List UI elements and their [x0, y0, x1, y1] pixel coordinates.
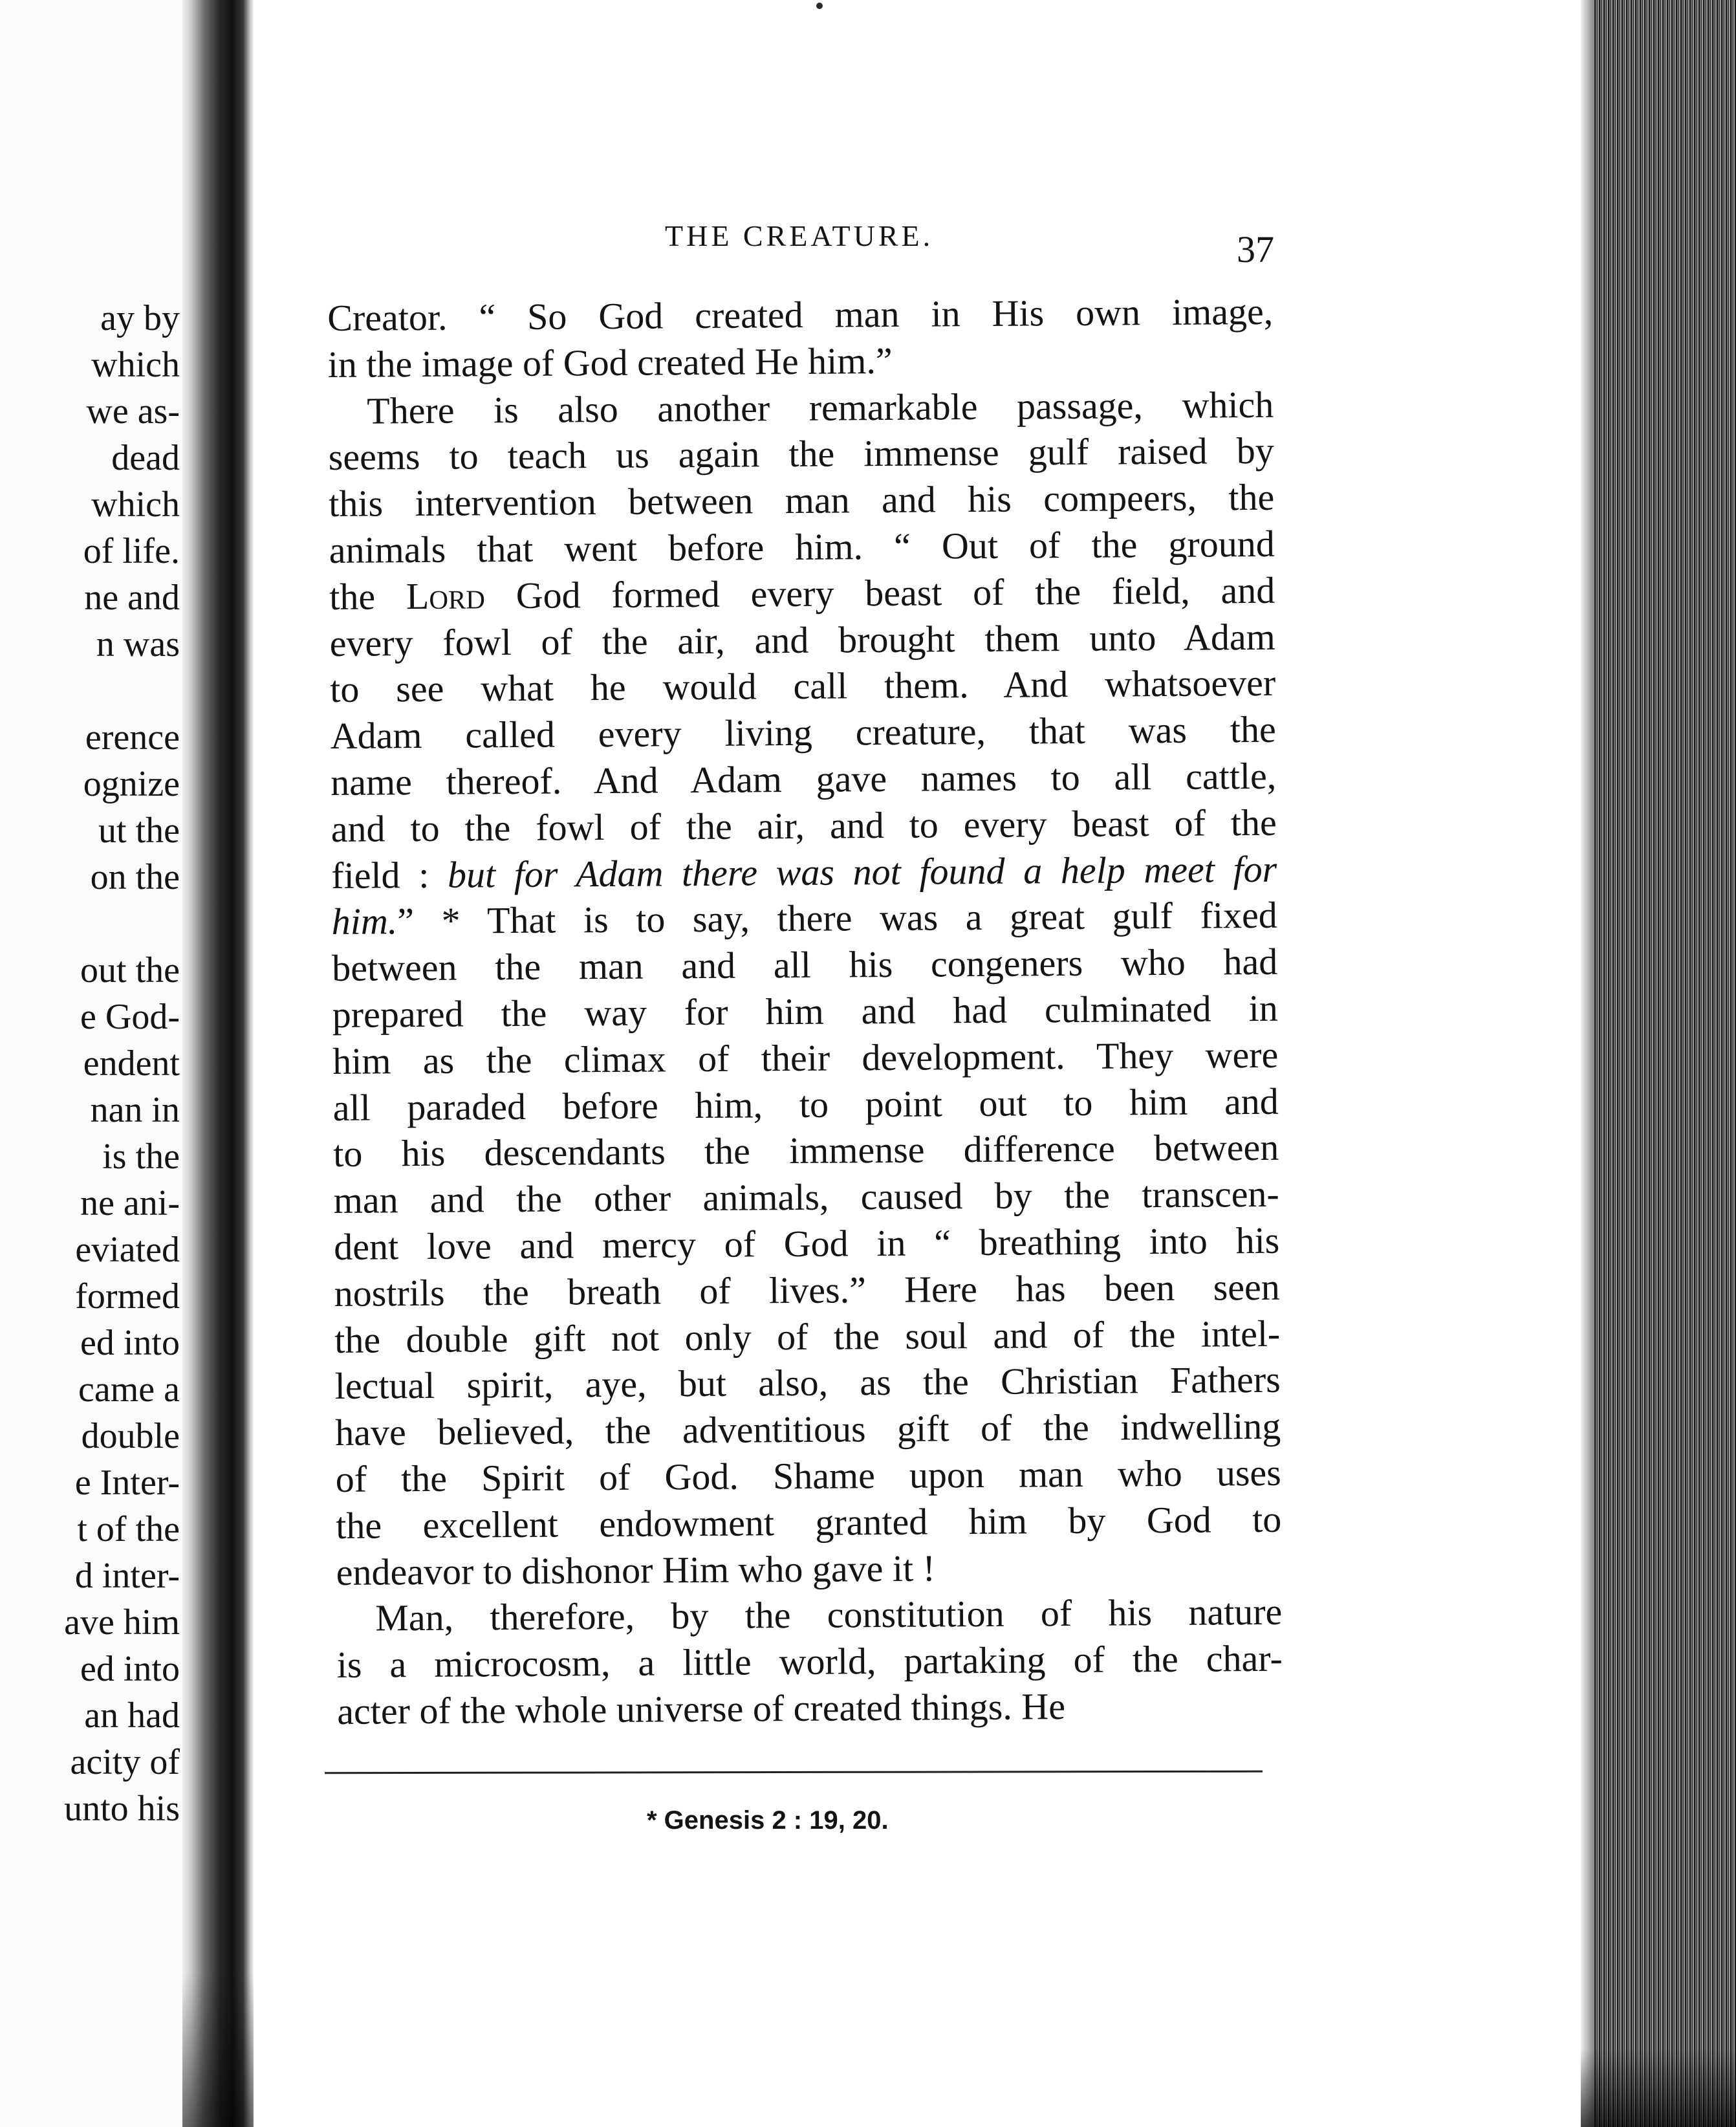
text-run: in the image of God created He him.”: [327, 339, 893, 386]
text-line: [332, 939, 1277, 992]
left-text-line: ut the: [98, 811, 180, 851]
text-run: seems to teach us again the immense gulf raised by: [328, 430, 1274, 479]
text-line: [332, 985, 1278, 1038]
text-line: [332, 1032, 1278, 1085]
text-line: [335, 1403, 1281, 1456]
text-line: [330, 660, 1275, 713]
page-edges: [1581, 0, 1736, 2127]
text-line: [333, 1124, 1279, 1177]
text-run: acter of the whole universe of created things. He: [337, 1685, 1066, 1732]
left-text-line: acity of: [70, 1742, 180, 1782]
left-text-line: came a: [78, 1369, 180, 1410]
left-text-line: is the: [102, 1137, 180, 1177]
text-line: [333, 1078, 1279, 1131]
left-text-line: e Inter-: [74, 1463, 180, 1503]
text-line: [336, 1496, 1281, 1549]
text-run: name thereof. And Adam gave names to all cattle,: [331, 754, 1277, 803]
left-page-text: [0, 295, 180, 1832]
text-line: [327, 289, 1273, 342]
body-text: [327, 289, 1283, 1735]
text-line: [331, 845, 1277, 899]
text-run: ” * That is to say, there was a great gulf fixed: [397, 894, 1277, 943]
text-run: and to the fowl of the air, and to every beast of the: [331, 801, 1277, 850]
text-line: [329, 428, 1274, 481]
text-line: [334, 1217, 1279, 1271]
left-text-line: [0, 900, 180, 947]
text-line: [335, 1357, 1281, 1410]
text-run: Creator. “ So God created man in His own image,: [327, 290, 1274, 339]
text-run: between the man and all his congeners who had: [332, 940, 1278, 990]
text-run: prepared the way for him and had culminated in: [332, 987, 1278, 1036]
left-text-line: erence: [85, 717, 180, 758]
left-text-line: out the: [80, 950, 180, 990]
text-run: is a microcosm, a little world, partaking of the char-: [336, 1637, 1283, 1686]
text-run: God formed every beast of the field, and: [484, 569, 1275, 617]
text-line: [331, 706, 1276, 759]
text-run: the excellent endowment granted him by God to: [336, 1498, 1282, 1547]
text-run: field :: [331, 853, 448, 897]
text-run: to see what he would call them. And whatsoever: [330, 662, 1276, 711]
text-line: [336, 1450, 1281, 1503]
text-run: There is also another remarkable passage, which: [367, 383, 1274, 432]
text-line: [334, 1171, 1279, 1224]
text-run: all paraded before him, to point out to him and: [332, 1080, 1279, 1129]
text-line: [329, 474, 1274, 527]
text-line: [328, 381, 1274, 434]
text-run: to his descendants the immense difference between: [333, 1126, 1279, 1175]
text-line: [331, 800, 1277, 853]
left-text-line: which: [91, 345, 180, 385]
left-text-line: n was: [96, 624, 180, 664]
left-text-line: dead: [111, 438, 180, 478]
page-number: 37: [1237, 228, 1274, 270]
left-text-line: t of the: [77, 1509, 180, 1549]
text-run: animals that went before him. “ Out of the ground: [329, 522, 1275, 571]
left-text-line: ay by: [100, 298, 180, 338]
italic-text: him.: [331, 900, 398, 943]
text-line: [336, 1542, 1282, 1595]
text-run: every fowl of the air, and brought them unto Adam: [329, 615, 1275, 664]
text-line: [330, 613, 1275, 666]
left-text-line: e God-: [80, 997, 180, 1037]
text-run: lectual spirit, aye, but also, as the Christian Fathers: [334, 1358, 1281, 1408]
book-gutter: [182, 0, 254, 2127]
text-line: [329, 567, 1275, 620]
text-line: [336, 1589, 1282, 1642]
text-line: [328, 335, 1274, 388]
text-run: Man, therefore, by the constitution of his nature: [375, 1591, 1283, 1639]
text-run: nostrils the breath of lives.” Here has been seen: [334, 1265, 1280, 1314]
footnote: * Genesis 2 : 19, 20.: [647, 1806, 889, 1835]
text-line: [332, 892, 1277, 945]
left-text-line: ne and: [84, 578, 180, 618]
left-text-line: ave him: [64, 1602, 180, 1642]
text-run: of the Spirit of God. Shame upon man who uses: [335, 1451, 1281, 1500]
left-text-line: nan in: [90, 1090, 180, 1130]
left-text-line: eviated: [75, 1230, 180, 1270]
left-text-line: double: [81, 1416, 180, 1456]
left-text-line: an had: [84, 1696, 180, 1736]
left-text-line: [0, 668, 180, 714]
left-text-line: endent: [83, 1043, 180, 1084]
text-line: [334, 1263, 1280, 1316]
left-text-line: d inter-: [74, 1556, 180, 1596]
text-line: [337, 1635, 1283, 1688]
left-text-line: ed into: [80, 1649, 180, 1689]
left-text-line: ed into: [80, 1323, 180, 1363]
left-text-line: we as-: [86, 391, 180, 431]
italic-text: but for Adam there was not found a help meet for: [447, 847, 1277, 896]
left-text-line: which: [91, 485, 180, 525]
text-run: Adam called every living creature, that was the: [330, 708, 1276, 758]
running-head: THE CREATURE.: [665, 219, 934, 252]
text-line: [329, 521, 1275, 574]
text-run: this intervention between man and his compeers, the: [329, 475, 1275, 525]
left-text-line: ognize: [83, 764, 180, 804]
left-text-line: of life.: [83, 531, 180, 571]
left-text-line: unto his: [64, 1789, 180, 1829]
text-run: the: [329, 574, 407, 618]
ink-speck: [816, 3, 823, 9]
text-run: dent love and mercy of God in “ breathing into his: [334, 1219, 1280, 1268]
left-text-line: on the: [90, 857, 180, 897]
text-line: [331, 753, 1276, 806]
text-run: the double gift not only of the soul and of the intel-: [334, 1312, 1281, 1361]
text-run: him as the climax of their development. They were: [332, 1033, 1279, 1082]
left-text-line: formed: [75, 1276, 180, 1316]
text-run: endeavor to dishonor Him who gave it !: [336, 1547, 936, 1593]
small-caps-word: Lord: [406, 574, 486, 617]
text-line: [337, 1682, 1283, 1735]
left-text-line: ne ani-: [80, 1183, 180, 1223]
text-line: [334, 1310, 1280, 1363]
text-run: man and the other animals, caused by the transcen-: [333, 1172, 1279, 1222]
text-run: have believed, the adventitious gift of the indwelling: [335, 1404, 1281, 1454]
